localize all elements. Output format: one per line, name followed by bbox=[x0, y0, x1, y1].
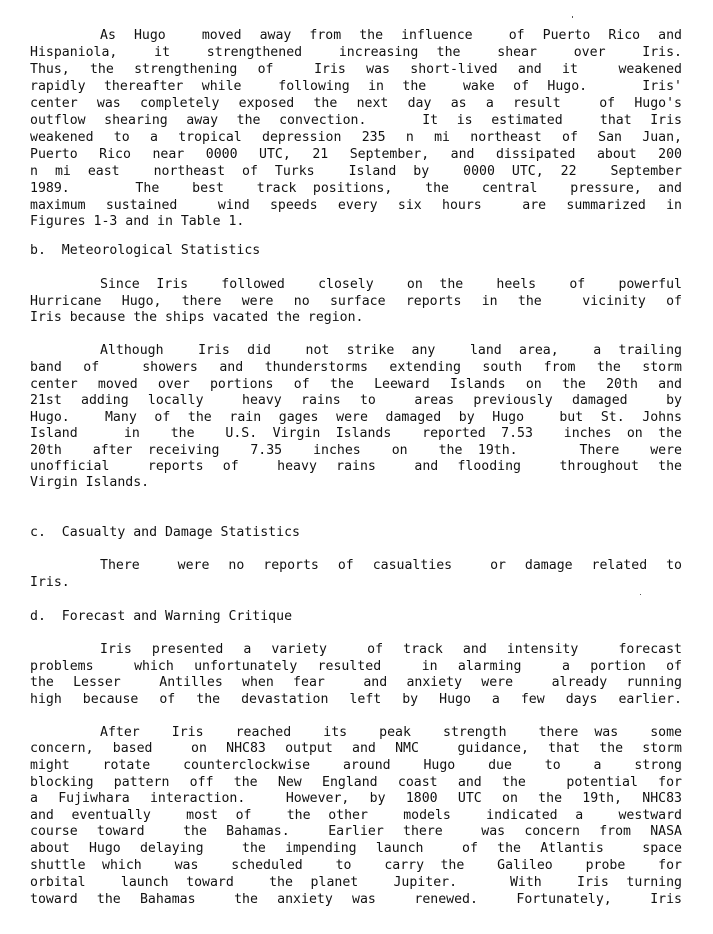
paragraph-line: problems which unfortunately resulted in alarming a portion of bbox=[30, 659, 682, 674]
section-heading-casualty-damage-statistics: c. Casualty and Damage Statistics bbox=[30, 525, 300, 540]
paragraph-line: 1989. The best track positions, the central pressure, and bbox=[30, 181, 682, 196]
section-heading-forecast-warning-critique: d. Forecast and Warning Critique bbox=[30, 609, 293, 624]
paragraph-line: about Hugo delaying the impending launch of the Atlantis space bbox=[30, 841, 682, 856]
paragraph-line: After Iris reached its peak strength there was some bbox=[100, 725, 682, 740]
paragraph-line: Hispaniola, it strengthened increasing the shear over Iris. bbox=[30, 45, 682, 60]
scan-speck bbox=[572, 16, 573, 18]
paragraph-line: There were no reports of casualties or damage related to bbox=[100, 558, 682, 573]
paragraph-line: outflow shearing away the convection. It is estimated that Iris bbox=[30, 113, 682, 128]
paragraph-line: center was completely exposed the next day as a result of Hugo's bbox=[30, 96, 682, 111]
paragraph-line: weakened to a tropical depression 235 n mi northeast of San Juan, bbox=[30, 130, 682, 145]
paragraph-line: a Fujiwhara interaction. However, by 1800 UTC on the 19th, NHC83 bbox=[30, 791, 682, 806]
paragraph-line: orbital launch toward the planet Jupiter. With Iris turning bbox=[30, 875, 682, 890]
paragraph-line: Hugo. Many of the rain gages were damaged by Hugo but St. Johns bbox=[30, 410, 682, 425]
paragraph-line: As Hugo moved away from the influence of Puerto Rico and bbox=[100, 28, 682, 43]
paragraph-line: the Lesser Antilles when fear and anxiety were already running bbox=[30, 675, 682, 690]
paragraph-line: and eventually most of the other models indicated a westward bbox=[30, 808, 682, 823]
paragraph-line: might rotate counterclockwise around Hugo due to a strong bbox=[30, 758, 682, 773]
scan-speck bbox=[640, 594, 641, 595]
paragraph-line: Island in the U.S. Virgin Islands reported 7.53 inches on the bbox=[30, 426, 682, 441]
paragraph-line: shuttle which was scheduled to carry the Galileo probe for bbox=[30, 858, 682, 873]
paragraph-line: Puerto Rico near 0000 UTC, 21 September, and dissipated about 200 bbox=[30, 147, 682, 162]
section-heading-meteorological-statistics: b. Meteorological Statistics bbox=[30, 243, 261, 258]
paragraph-line: toward the Bahamas the anxiety was renewed. Fortunately, Iris bbox=[30, 892, 682, 907]
paragraph-line: high because of the devastation left by Hugo a few days earlier. bbox=[30, 692, 682, 707]
paragraph-line: 20th after receiving 7.35 inches on the 19th. There were bbox=[30, 443, 682, 458]
paragraph-line: band of showers and thunderstorms extending south from the storm bbox=[30, 360, 682, 375]
paragraph-line: center moved over portions of the Leeward Islands on the 20th and bbox=[30, 377, 682, 392]
paragraph-line: course toward the Bahamas. Earlier there was concern from NASA bbox=[30, 824, 682, 839]
paragraph-line: rapidly thereafter while following in the wake of Hugo. Iris' bbox=[30, 79, 682, 94]
paragraph-line: Iris. bbox=[30, 575, 70, 590]
paragraph-line: concern, based on NHC83 output and NMC guidance, that the storm bbox=[30, 741, 682, 756]
paragraph-line: Virgin Islands. bbox=[30, 475, 150, 490]
paragraph-line: n mi east northeast of Turks Island by 0000 UTC, 22 September bbox=[30, 164, 682, 179]
paragraph-line: Iris because the ships vacated the region. bbox=[30, 310, 364, 325]
paragraph-line: Figures 1-3 and in Table 1. bbox=[30, 214, 245, 229]
paragraph-line: unofficial reports of heavy rains and flooding throughout the bbox=[30, 459, 682, 474]
paragraph-line: Hurricane Hugo, there were no surface reports in the vicinity of bbox=[30, 294, 682, 309]
paragraph-line: Although Iris did not strike any land area, a trailing bbox=[100, 343, 682, 358]
paragraph-line: Since Iris followed closely on the heels of powerful bbox=[100, 277, 682, 292]
paragraph-line: maximum sustained wind speeds every six hours are summarized in bbox=[30, 198, 682, 213]
paragraph-line: Iris presented a variety of track and intensity forecast bbox=[100, 642, 682, 657]
paragraph-line: blocking pattern off the New England coast and the potential for bbox=[30, 775, 682, 790]
paragraph-line: Thus, the strengthening of Iris was short-lived and it weakened bbox=[30, 62, 682, 77]
paragraph-line: 21st adding locally heavy rains to areas previously damaged by bbox=[30, 393, 682, 408]
